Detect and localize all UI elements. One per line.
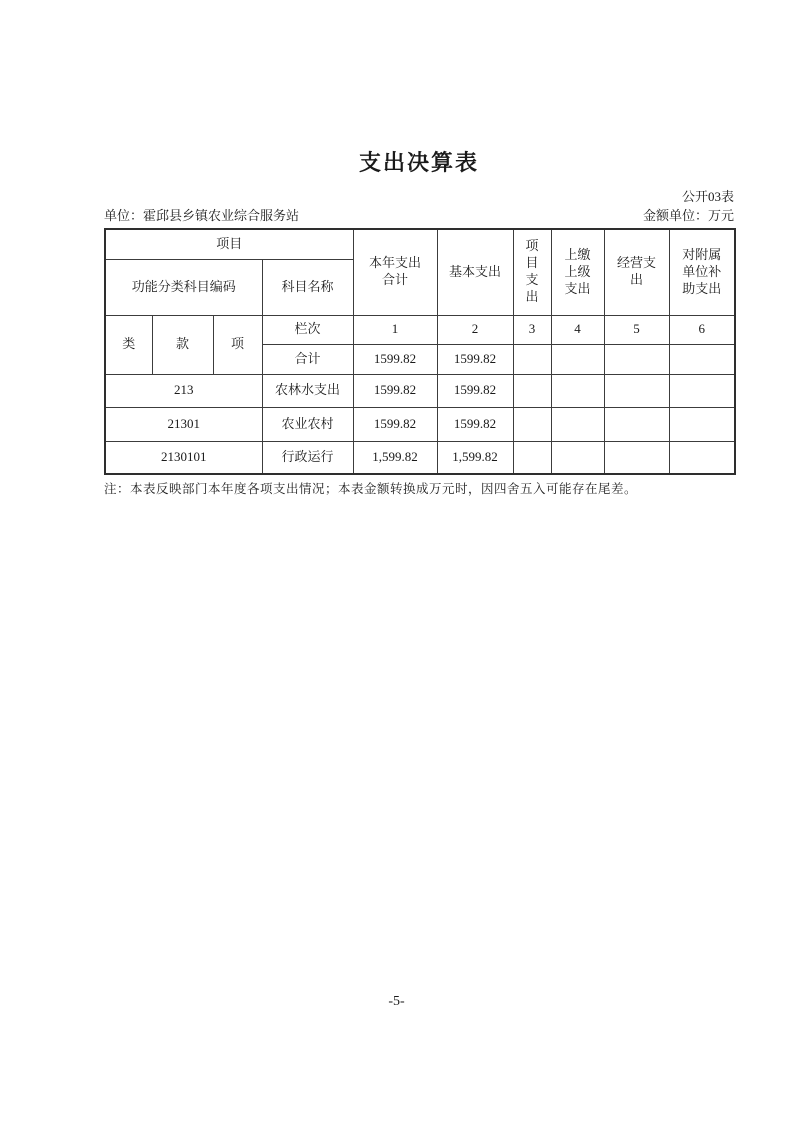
total-upper-level: [551, 344, 604, 374]
cell-affiliated-subsidy: [669, 374, 735, 407]
cell-project: [513, 407, 551, 441]
cell-subject-name: 农业农村: [262, 407, 353, 441]
header-annual-total-line1: 本年支出: [369, 255, 422, 271]
table-row: [105, 374, 735, 407]
cell-code: 213: [105, 374, 262, 407]
header-row-index-label: 栏次: [262, 315, 353, 344]
cell-project: [513, 441, 551, 474]
total-annual: 1599.82: [353, 344, 437, 374]
cell-project: [513, 374, 551, 407]
total-operating: [604, 344, 669, 374]
page-title: 支出决算表: [358, 150, 479, 175]
header-annual-total: [353, 229, 437, 315]
cell-subject-name: 行政运行: [262, 441, 353, 474]
header-affiliated-subsidy: 对附属 单位补 助支出: [669, 229, 735, 315]
meta-row: [104, 205, 734, 224]
cell-upper-level: [551, 441, 604, 474]
table-code-label: 公开03表: [681, 189, 734, 204]
expenditure-table: [104, 228, 736, 475]
amount-unit-label: 金额单位：万元: [642, 208, 734, 223]
cell-operating: [604, 407, 669, 441]
cell-upper-level: [551, 374, 604, 407]
total-affiliated-subsidy: [669, 344, 735, 374]
column-index-6: 6: [669, 315, 735, 344]
header-func-code: 功能分类科目编码: [105, 259, 262, 315]
header-code-item: 项: [213, 315, 262, 374]
footnote: 注：本表反映部门本年度各项支出情况；本表金额转换成万元时，因四舍五入可能存在尾差。: [104, 482, 638, 496]
cell-affiliated-subsidy: [669, 441, 735, 474]
column-index-4: 4: [551, 315, 604, 344]
cell-code: 2130101: [105, 441, 262, 474]
header-code-section: 款: [152, 315, 213, 374]
total-basic: 1599.82: [437, 344, 513, 374]
header-code-class: 类: [105, 315, 152, 374]
cell-subject-name: 农林水支出: [262, 374, 353, 407]
header-project-group: 项目: [105, 229, 353, 259]
cell-basic: 1,599.82: [437, 441, 513, 474]
header-subject-name: 科目名称: [262, 259, 353, 315]
cell-basic: 1599.82: [437, 374, 513, 407]
header-basic: 基本支出: [437, 229, 513, 315]
column-index-5: 5: [604, 315, 669, 344]
header-operating: 经营支 出: [604, 229, 669, 315]
cell-operating: [604, 441, 669, 474]
cell-upper-level: [551, 407, 604, 441]
header-row-3: [105, 315, 735, 344]
table-row: [105, 441, 735, 474]
cell-annual-total: 1599.82: [353, 374, 437, 407]
cell-code: 21301: [105, 407, 262, 441]
cell-annual-total: 1599.82: [353, 407, 437, 441]
header-upper-level: 上缴 上级 支出: [551, 229, 604, 315]
cell-basic: 1599.82: [437, 407, 513, 441]
table-row: [105, 407, 735, 441]
cell-affiliated-subsidy: [669, 407, 735, 441]
total-project: [513, 344, 551, 374]
cell-operating: [604, 374, 669, 407]
column-index-3: 3: [513, 315, 551, 344]
total-row-label: 合计: [262, 344, 353, 374]
unit-label: 单位：霍邱县乡镇农业综合服务站: [104, 208, 300, 223]
column-index-1: 1: [353, 315, 437, 344]
page-number: -5-: [388, 994, 405, 1009]
cell-annual-total: 1,599.82: [353, 441, 437, 474]
header-annual-total-line2: 合计: [382, 272, 409, 288]
header-row-1: [105, 229, 735, 259]
header-project-expense: 项 目 支 出: [513, 229, 551, 315]
column-index-2: 2: [437, 315, 513, 344]
